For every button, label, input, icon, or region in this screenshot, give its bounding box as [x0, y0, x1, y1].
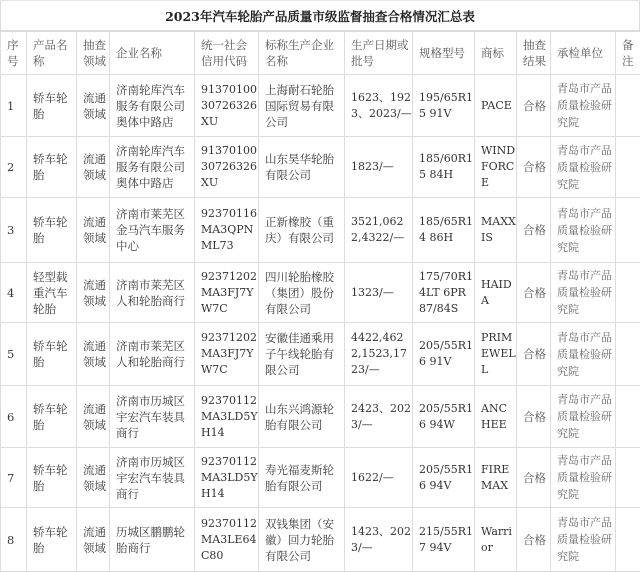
cell-remark	[616, 263, 640, 323]
cell-spec: 205/55R16 91V	[413, 323, 475, 386]
table-row	[1, 198, 640, 263]
cell-no: 3	[1, 198, 27, 263]
cell-spec: 185/65R14 86H	[413, 198, 475, 263]
cell-product: 轿车轮胎	[27, 448, 77, 508]
header-inspector: 承检单位	[551, 32, 616, 75]
cell-brand: PACE	[475, 75, 517, 137]
cell-company: 济南轮库汽车服务有限公司奥体中路店	[110, 137, 195, 198]
cell-field: 流通领域	[77, 137, 110, 198]
cell-remark	[616, 508, 640, 572]
header-product: 产品名称	[27, 32, 77, 75]
header-row	[1, 32, 640, 75]
cell-inspector: 青岛市产品质量检验研究院	[551, 386, 616, 448]
table-row	[1, 263, 640, 323]
table-row	[1, 323, 640, 386]
cell-remark	[616, 137, 640, 198]
cell-field: 流通领域	[77, 508, 110, 572]
cell-spec: 205/55R16 94W	[413, 386, 475, 448]
table-row	[1, 386, 640, 448]
cell-batch: 1823/—	[345, 137, 413, 198]
cell-inspector: 青岛市产品质量检验研究院	[551, 198, 616, 263]
cell-result: 合格	[517, 137, 551, 198]
cell-inspector: 青岛市产品质量检验研究院	[551, 263, 616, 323]
cell-result: 合格	[517, 508, 551, 572]
header-manufacturer: 标称生产企业名称	[259, 32, 345, 75]
cell-field: 流通领域	[77, 198, 110, 263]
cell-credit-code: 92371202MA3FJ7YW7C	[195, 263, 259, 323]
cell-company: 历城区鹏鹏轮胎商行	[110, 508, 195, 572]
cell-no: 7	[1, 448, 27, 508]
cell-inspector: 青岛市产品质量检验研究院	[551, 323, 616, 386]
cell-field: 流通领域	[77, 263, 110, 323]
table-row	[1, 137, 640, 198]
cell-no: 6	[1, 386, 27, 448]
cell-remark	[616, 198, 640, 263]
cell-product: 轿车轮胎	[27, 198, 77, 263]
cell-batch: 3521,0622,4322/—	[345, 198, 413, 263]
cell-brand: HAIDA	[475, 263, 517, 323]
cell-result: 合格	[517, 386, 551, 448]
table-title: 2023年汽车轮胎产品质量市级监督抽查合格情况汇总表	[0, 0, 640, 31]
cell-credit-code: 9137010030726326XU	[195, 75, 259, 137]
cell-remark	[616, 323, 640, 386]
cell-field: 流通领域	[77, 386, 110, 448]
header-spec: 规格型号	[413, 32, 475, 75]
header-no: 序号	[1, 32, 27, 75]
cell-batch: 2423、2023/—	[345, 386, 413, 448]
cell-credit-code: 92370112MA3LD5YH14	[195, 386, 259, 448]
cell-credit-code: 9137010030726326XU	[195, 137, 259, 198]
cell-no: 5	[1, 323, 27, 386]
table-row	[1, 448, 640, 508]
cell-inspector: 青岛市产品质量检验研究院	[551, 508, 616, 572]
cell-brand: FIREMAX	[475, 448, 517, 508]
cell-company: 济南市莱芜区人和轮胎商行	[110, 263, 195, 323]
cell-product: 轿车轮胎	[27, 75, 77, 137]
cell-no: 1	[1, 75, 27, 137]
cell-result: 合格	[517, 75, 551, 137]
cell-result: 合格	[517, 448, 551, 508]
cell-batch: 1623、1923、2023/—	[345, 75, 413, 137]
cell-field: 流通领域	[77, 323, 110, 386]
cell-batch: 4422,4622,1523,1723/—	[345, 323, 413, 386]
cell-result: 合格	[517, 323, 551, 386]
cell-manufacturer: 山东昊华轮胎有限公司	[259, 137, 345, 198]
cell-spec: 185/60R15 84H	[413, 137, 475, 198]
cell-spec: 195/65R15 91V	[413, 75, 475, 137]
cell-spec: 215/55R17 94V	[413, 508, 475, 572]
cell-batch: 1423、2023/—	[345, 508, 413, 572]
cell-remark	[616, 448, 640, 508]
cell-product: 轻型载重汽车轮胎	[27, 263, 77, 323]
cell-company: 济南轮库汽车服务有限公司奥体中路店	[110, 75, 195, 137]
cell-field: 流通领域	[77, 448, 110, 508]
cell-brand: WINDFORCE	[475, 137, 517, 198]
cell-field: 流通领域	[77, 75, 110, 137]
cell-inspector: 青岛市产品质量检验研究院	[551, 448, 616, 508]
cell-inspector: 青岛市产品质量检验研究院	[551, 75, 616, 137]
header-company: 企业名称	[110, 32, 195, 75]
table-row	[1, 508, 640, 572]
header-credit-code: 统一社会信用代码	[195, 32, 259, 75]
cell-manufacturer: 寿光福麦斯轮胎有限公司	[259, 448, 345, 508]
cell-no: 4	[1, 263, 27, 323]
cell-brand: MAXXIS	[475, 198, 517, 263]
cell-brand: PRIMEWELL	[475, 323, 517, 386]
cell-brand: ANCHEE	[475, 386, 517, 448]
header-remark: 备注	[616, 32, 640, 75]
cell-company: 济南市历城区宇宏汽车装具商行	[110, 386, 195, 448]
cell-batch: 1622/—	[345, 448, 413, 508]
cell-manufacturer: 双钱集团（安徽）回力轮胎有限公司	[259, 508, 345, 572]
cell-company: 济南市莱芜区人和轮胎商行	[110, 323, 195, 386]
cell-company: 济南市莱芜区金马汽车服务中心	[110, 198, 195, 263]
cell-credit-code: 92370112MA3LD5YH14	[195, 448, 259, 508]
cell-credit-code: 92370112MA3LE64C80	[195, 508, 259, 572]
cell-manufacturer: 安徽佳通乘用子午线轮胎有限公司	[259, 323, 345, 386]
cell-manufacturer: 四川轮胎橡胶（集团）股份有限公司	[259, 263, 345, 323]
cell-no: 8	[1, 508, 27, 572]
cell-batch: 1323/—	[345, 263, 413, 323]
header-batch: 生产日期或批号	[345, 32, 413, 75]
cell-product: 轿车轮胎	[27, 137, 77, 198]
cell-result: 合格	[517, 198, 551, 263]
cell-inspector: 青岛市产品质量检验研究院	[551, 137, 616, 198]
cell-brand: Warrior	[475, 508, 517, 572]
cell-result: 合格	[517, 263, 551, 323]
cell-no: 2	[1, 137, 27, 198]
cell-product: 轿车轮胎	[27, 508, 77, 572]
cell-product: 轿车轮胎	[27, 323, 77, 386]
header-brand: 商标	[475, 32, 517, 75]
cell-remark	[616, 386, 640, 448]
cell-manufacturer: 山东兴鸿源轮胎有限公司	[259, 386, 345, 448]
cell-product: 轿车轮胎	[27, 386, 77, 448]
cell-company: 济南市历城区宇宏汽车装具商行	[110, 448, 195, 508]
inspection-summary-table	[0, 31, 640, 572]
header-field: 抽查领域	[77, 32, 110, 75]
cell-manufacturer: 上海耐石轮胎国际贸易有限公司	[259, 75, 345, 137]
cell-manufacturer: 正新橡胶（重庆）有限公司	[259, 198, 345, 263]
cell-remark	[616, 75, 640, 137]
header-result: 抽查结果	[517, 32, 551, 75]
cell-spec: 205/55R16 94V	[413, 448, 475, 508]
cell-credit-code: 92371202MA3FJ7YW7C	[195, 323, 259, 386]
cell-spec: 175/70R14LT 6PR 87/84S	[413, 263, 475, 323]
table-row	[1, 75, 640, 137]
cell-credit-code: 92370116MA3QPNML73	[195, 198, 259, 263]
